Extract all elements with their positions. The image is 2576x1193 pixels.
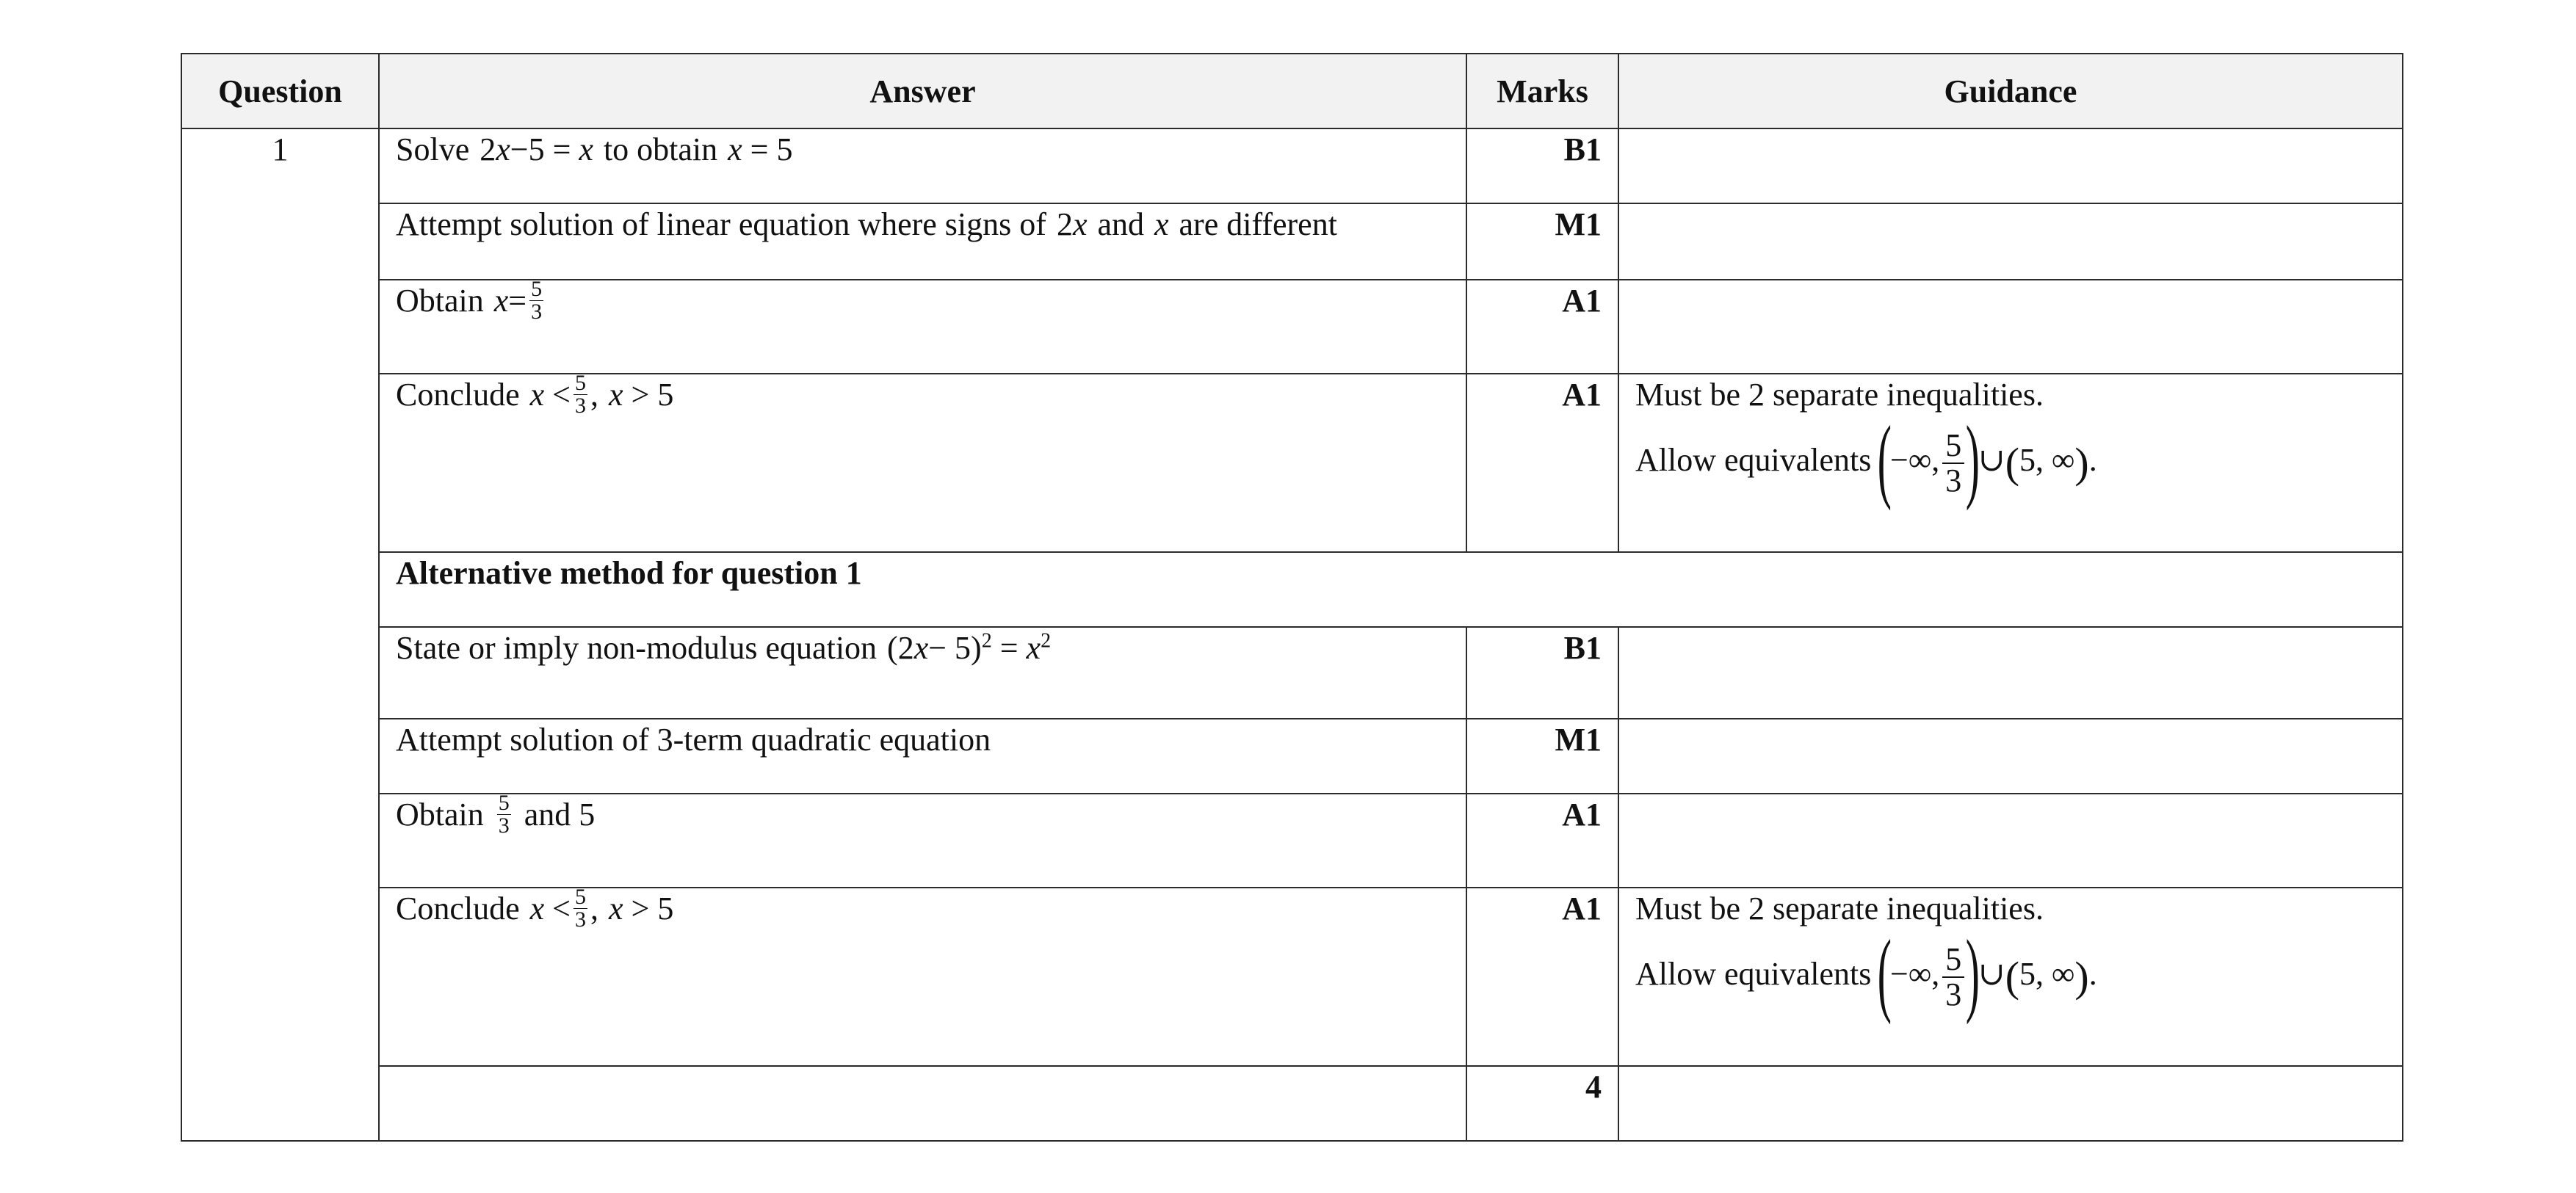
math-sep: , bbox=[590, 377, 598, 413]
math-var: x bbox=[496, 131, 510, 167]
fraction bbox=[497, 792, 511, 837]
guidance-cell bbox=[1618, 280, 2403, 374]
math-op: > 5 bbox=[631, 377, 674, 413]
table-row bbox=[181, 128, 2403, 203]
header-answer: Answer bbox=[379, 54, 1466, 128]
fraction-numerator: 5 bbox=[1942, 943, 1964, 978]
math-op: = bbox=[999, 630, 1019, 666]
answer-text: Conclude bbox=[396, 891, 520, 927]
left-paren: ( bbox=[2005, 953, 2020, 1001]
answer-text: are different bbox=[1179, 206, 1337, 242]
fraction-numerator: 5 bbox=[575, 371, 586, 396]
header-marks: Marks bbox=[1466, 54, 1618, 128]
fraction-denominator: 3 bbox=[575, 907, 586, 932]
math-var: x bbox=[609, 891, 623, 927]
answer-text: Conclude bbox=[396, 377, 520, 413]
exponent: 2 bbox=[1041, 629, 1052, 653]
math-var: x bbox=[529, 891, 545, 927]
total-marks: 4 bbox=[1466, 1066, 1618, 1141]
header-guidance: Guidance bbox=[1618, 54, 2403, 128]
answer-text: to obtain bbox=[603, 131, 718, 167]
guidance-cell bbox=[1618, 1066, 2403, 1141]
guidance-cell bbox=[1618, 374, 2403, 552]
header-row bbox=[181, 54, 2403, 128]
table-row bbox=[181, 719, 2403, 794]
fraction-denominator: 3 bbox=[1945, 463, 1962, 498]
fraction-numerator: 5 bbox=[531, 277, 543, 302]
union-symbol: ∪ bbox=[1978, 442, 2005, 479]
guidance-cell bbox=[1618, 627, 2403, 719]
fraction-numerator: 5 bbox=[575, 885, 586, 910]
right-paren: ) bbox=[1965, 921, 1980, 1025]
guidance-equivalents bbox=[1635, 921, 2386, 1025]
right-paren: ) bbox=[1965, 407, 1980, 511]
answer-cell bbox=[379, 791, 1466, 888]
fraction bbox=[574, 372, 587, 417]
math-op: − 5) bbox=[928, 630, 982, 666]
math-op: −∞, bbox=[1890, 442, 1940, 479]
math-sep: . bbox=[2088, 442, 2097, 479]
marks-cell: B1 bbox=[1466, 128, 1618, 203]
fraction-denominator: 3 bbox=[575, 394, 586, 418]
marks-cell: A1 bbox=[1466, 374, 1618, 552]
math-num: 2 bbox=[480, 131, 496, 167]
math-op: (2 bbox=[887, 630, 914, 666]
fraction-denominator: 3 bbox=[1945, 976, 1962, 1012]
math-var: x bbox=[493, 283, 509, 319]
marks-cell: A1 bbox=[1466, 888, 1618, 1066]
math-op: < bbox=[552, 377, 571, 413]
left-paren: ( bbox=[1878, 407, 1892, 511]
mark-scheme-table bbox=[181, 53, 2403, 1142]
math-var: x bbox=[529, 377, 545, 413]
fraction-numerator: 5 bbox=[498, 791, 510, 816]
fraction bbox=[1942, 940, 1964, 1012]
math-op: 5, ∞ bbox=[2019, 956, 2075, 993]
math-var: x bbox=[1072, 206, 1088, 242]
math-var: x bbox=[609, 377, 623, 413]
math-op: = bbox=[508, 283, 527, 319]
answer-text: Solve bbox=[396, 131, 470, 167]
math-num: 2 bbox=[1056, 206, 1073, 242]
math-var: x bbox=[728, 131, 742, 167]
answer-cell bbox=[379, 277, 1466, 374]
guidance-text: Allow equivalents bbox=[1635, 956, 1872, 993]
fraction bbox=[1942, 429, 1964, 498]
left-paren: ( bbox=[2005, 439, 2020, 487]
math-op: = 5 bbox=[750, 131, 793, 167]
math-op: −5 = bbox=[510, 131, 571, 167]
right-paren: ) bbox=[2074, 953, 2089, 1001]
math-op: < bbox=[552, 891, 571, 927]
guidance-text: Must be 2 separate inequalities. bbox=[1635, 891, 2044, 927]
question-number: 1 bbox=[181, 128, 379, 1141]
exponent: 2 bbox=[981, 629, 992, 653]
answer-cell bbox=[379, 885, 1466, 1066]
math-op: > 5 bbox=[631, 891, 674, 927]
answer-text: State or imply non-modulus equation bbox=[396, 630, 878, 666]
table-row bbox=[181, 374, 2403, 552]
answer-cell: Attempt solution of 3-term quadratic equation bbox=[379, 719, 1466, 794]
fraction bbox=[529, 278, 543, 323]
math-op: 5, ∞ bbox=[2019, 442, 2075, 479]
answer-cell bbox=[379, 203, 1466, 280]
guidance-text: Must be 2 separate inequalities. bbox=[1635, 377, 2044, 413]
answer-text: and 5 bbox=[524, 797, 596, 833]
answer-text: Attempt solution of linear equation where signs of bbox=[396, 206, 1046, 242]
table-row bbox=[181, 888, 2403, 1066]
math-sep: , bbox=[590, 891, 598, 927]
guidance-cell bbox=[1618, 128, 2403, 203]
fraction-numerator: 5 bbox=[1942, 429, 1964, 464]
fraction bbox=[574, 886, 587, 931]
union-symbol: ∪ bbox=[1978, 956, 2005, 993]
marks-cell: A1 bbox=[1466, 280, 1618, 374]
table-row bbox=[181, 280, 2403, 374]
answer-cell bbox=[379, 627, 1466, 719]
answer-text: Obtain bbox=[396, 283, 484, 319]
left-paren: ( bbox=[1878, 921, 1892, 1025]
math-var: x bbox=[1026, 630, 1041, 666]
math-op: −∞, bbox=[1890, 956, 1940, 993]
marks-cell: M1 bbox=[1466, 203, 1618, 280]
right-paren: ) bbox=[2074, 439, 2089, 487]
guidance-equivalents bbox=[1635, 407, 2386, 511]
table-row bbox=[181, 203, 2403, 280]
header-question: Question bbox=[181, 54, 379, 128]
answer-cell bbox=[379, 1066, 1466, 1141]
guidance-cell bbox=[1618, 203, 2403, 280]
fraction-denominator: 3 bbox=[498, 813, 510, 838]
math-var: x bbox=[913, 630, 929, 666]
table-row bbox=[181, 552, 2403, 627]
table-row bbox=[181, 1066, 2403, 1141]
answer-cell bbox=[379, 371, 1466, 552]
fraction-denominator: 3 bbox=[531, 300, 543, 324]
guidance-cell bbox=[1618, 794, 2403, 888]
guidance-cell bbox=[1618, 888, 2403, 1066]
guidance-cell bbox=[1618, 719, 2403, 794]
answer-cell bbox=[379, 128, 1466, 203]
marks-cell: A1 bbox=[1466, 794, 1618, 888]
answer-text: Obtain bbox=[396, 797, 484, 833]
table-row bbox=[181, 627, 2403, 719]
marks-cell: B1 bbox=[1466, 627, 1618, 719]
math-var: x bbox=[1154, 206, 1169, 242]
marks-cell: M1 bbox=[1466, 719, 1618, 794]
guidance-text: Allow equivalents bbox=[1635, 442, 1872, 479]
table-row bbox=[181, 794, 2403, 888]
math-var: x bbox=[579, 131, 593, 167]
alternative-method-heading: Alternative method for question 1 bbox=[379, 552, 2403, 627]
math-sep: . bbox=[2088, 956, 2097, 993]
answer-text: and bbox=[1097, 206, 1144, 242]
